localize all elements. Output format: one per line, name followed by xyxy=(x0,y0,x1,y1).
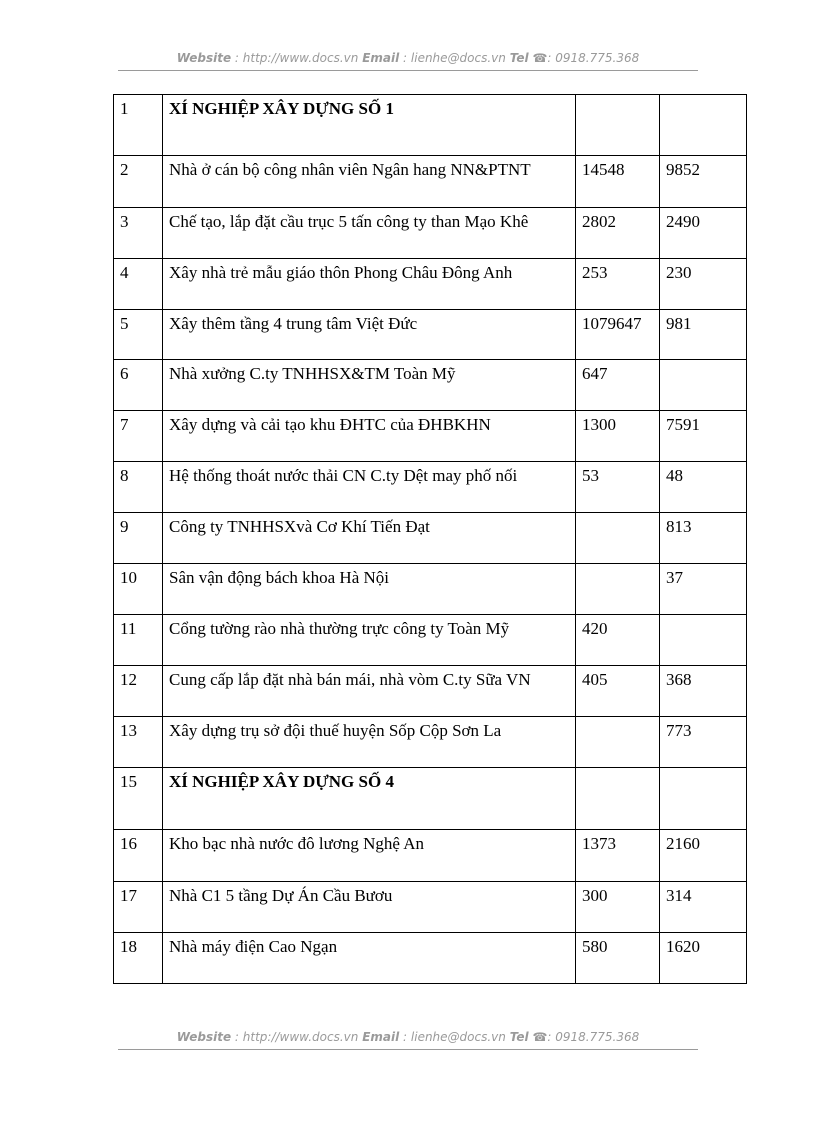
table-row xyxy=(114,830,747,882)
value-1-cell: 253 xyxy=(576,259,660,310)
row-number-cell: 9 xyxy=(114,513,163,564)
project-name-cell: Chế tạo, lắp đặt cầu trục 5 tấn công ty than Mạo Khê xyxy=(163,208,576,259)
value-1-cell: 1373 xyxy=(576,830,660,882)
row-number-cell: 13 xyxy=(114,717,163,768)
row-number-cell: 4 xyxy=(114,259,163,310)
row-number-cell: 6 xyxy=(114,360,163,411)
row-number-cell: 2 xyxy=(114,156,163,208)
value-1-cell: 300 xyxy=(576,882,660,933)
value-2-cell xyxy=(660,95,747,156)
table-row xyxy=(114,156,747,208)
table-row xyxy=(114,310,747,360)
project-name-cell: Nhà máy điện Cao Ngạn xyxy=(163,933,576,984)
project-name-cell: Sân vận động bách khoa Hà Nội xyxy=(163,564,576,615)
page-footer xyxy=(118,1030,698,1044)
page-header xyxy=(118,51,698,65)
value-2-cell xyxy=(660,615,747,666)
value-2-cell: 981 xyxy=(660,310,747,360)
phone-icon: ☎ xyxy=(532,1030,548,1044)
project-name-cell: Cổng tường rào nhà thường trực công ty Toàn Mỹ xyxy=(163,615,576,666)
website-label: Website xyxy=(176,51,232,65)
tel-label: Tel xyxy=(509,51,529,65)
value-1-cell: 1079647 xyxy=(576,310,660,360)
project-name-cell: Xây dựng và cải tạo khu ĐHTC của ĐHBKHN xyxy=(163,411,576,462)
value-1-cell xyxy=(576,564,660,615)
row-number-cell: 1 xyxy=(114,95,163,156)
table-row xyxy=(114,462,747,513)
phone-icon: ☎ xyxy=(532,51,548,65)
project-name-cell: Nhà ở cán bộ công nhân viên Ngân hang NN&PTNT xyxy=(163,156,576,208)
project-name-cell: Xây thêm tầng 4 trung tâm Việt Đức xyxy=(163,310,576,360)
table-row xyxy=(114,768,747,830)
project-name-cell: Nhà C1 5 tầng Dự Án Cầu Bươu xyxy=(163,882,576,933)
row-number-cell: 18 xyxy=(114,933,163,984)
row-number-cell: 5 xyxy=(114,310,163,360)
website-url[interactable]: : http://www.docs.vn xyxy=(234,51,359,65)
email-label: Email xyxy=(362,51,400,65)
table-row xyxy=(114,95,747,156)
tel-value: : 0918.775.368 xyxy=(547,51,640,65)
table-row xyxy=(114,615,747,666)
table-row xyxy=(114,360,747,411)
value-2-cell: 813 xyxy=(660,513,747,564)
table-row xyxy=(114,717,747,768)
value-2-cell: 2490 xyxy=(660,208,747,259)
project-name-cell: XÍ NGHIỆP XÂY DỰNG SỐ 1 xyxy=(163,95,576,156)
value-1-cell xyxy=(576,768,660,830)
value-1-cell xyxy=(576,717,660,768)
project-name-cell: Kho bạc nhà nước đô lương Nghệ An xyxy=(163,830,576,882)
table-row xyxy=(114,564,747,615)
value-2-cell: 48 xyxy=(660,462,747,513)
value-1-cell: 53 xyxy=(576,462,660,513)
row-number-cell: 7 xyxy=(114,411,163,462)
value-2-cell xyxy=(660,360,747,411)
value-1-cell: 580 xyxy=(576,933,660,984)
project-name-cell: Xây dựng trụ sở đội thuế huyện Sốp Cộp Sơn La xyxy=(163,717,576,768)
value-2-cell: 314 xyxy=(660,882,747,933)
value-2-cell: 9852 xyxy=(660,156,747,208)
projects-table xyxy=(113,94,747,984)
row-number-cell: 15 xyxy=(114,768,163,830)
header-rule xyxy=(118,70,698,71)
value-2-cell: 7591 xyxy=(660,411,747,462)
row-number-cell: 3 xyxy=(114,208,163,259)
table-row xyxy=(114,208,747,259)
value-2-cell xyxy=(660,768,747,830)
value-2-cell: 1620 xyxy=(660,933,747,984)
value-2-cell: 230 xyxy=(660,259,747,310)
row-number-cell: 12 xyxy=(114,666,163,717)
table-row xyxy=(114,666,747,717)
email-value[interactable]: : lienhe@docs.vn xyxy=(403,1030,506,1044)
value-1-cell: 1300 xyxy=(576,411,660,462)
table-row xyxy=(114,513,747,564)
tel-label: Tel xyxy=(509,1030,529,1044)
project-name-cell: Xây nhà trẻ mẫu giáo thôn Phong Châu Đông Anh xyxy=(163,259,576,310)
value-2-cell: 368 xyxy=(660,666,747,717)
value-1-cell: 2802 xyxy=(576,208,660,259)
website-label: Website xyxy=(176,1030,232,1044)
email-value[interactable]: : lienhe@docs.vn xyxy=(403,51,506,65)
project-name-cell: Hệ thống thoát nước thải CN C.ty Dệt may phố nối xyxy=(163,462,576,513)
table-row xyxy=(114,411,747,462)
row-number-cell: 8 xyxy=(114,462,163,513)
value-1-cell: 647 xyxy=(576,360,660,411)
email-label: Email xyxy=(362,1030,400,1044)
row-number-cell: 16 xyxy=(114,830,163,882)
project-name-cell: XÍ NGHIỆP XÂY DỰNG SỐ 4 xyxy=(163,768,576,830)
value-2-cell: 2160 xyxy=(660,830,747,882)
value-1-cell: 420 xyxy=(576,615,660,666)
value-1-cell xyxy=(576,513,660,564)
table-row xyxy=(114,259,747,310)
row-number-cell: 11 xyxy=(114,615,163,666)
value-2-cell: 773 xyxy=(660,717,747,768)
value-1-cell xyxy=(576,95,660,156)
value-2-cell: 37 xyxy=(660,564,747,615)
footer-rule xyxy=(118,1049,698,1050)
table-row xyxy=(114,882,747,933)
website-url[interactable]: : http://www.docs.vn xyxy=(234,1030,359,1044)
project-name-cell: Cung cấp lắp đặt nhà bán mái, nhà vòm C.ty Sữa VN xyxy=(163,666,576,717)
value-1-cell: 405 xyxy=(576,666,660,717)
tel-value: : 0918.775.368 xyxy=(547,1030,640,1044)
project-name-cell: Nhà xưởng C.ty TNHHSX&TM Toàn Mỹ xyxy=(163,360,576,411)
table-row xyxy=(114,933,747,984)
project-name-cell: Công ty TNHHSXvà Cơ Khí Tiến Đạt xyxy=(163,513,576,564)
value-1-cell: 14548 xyxy=(576,156,660,208)
row-number-cell: 10 xyxy=(114,564,163,615)
row-number-cell: 17 xyxy=(114,882,163,933)
